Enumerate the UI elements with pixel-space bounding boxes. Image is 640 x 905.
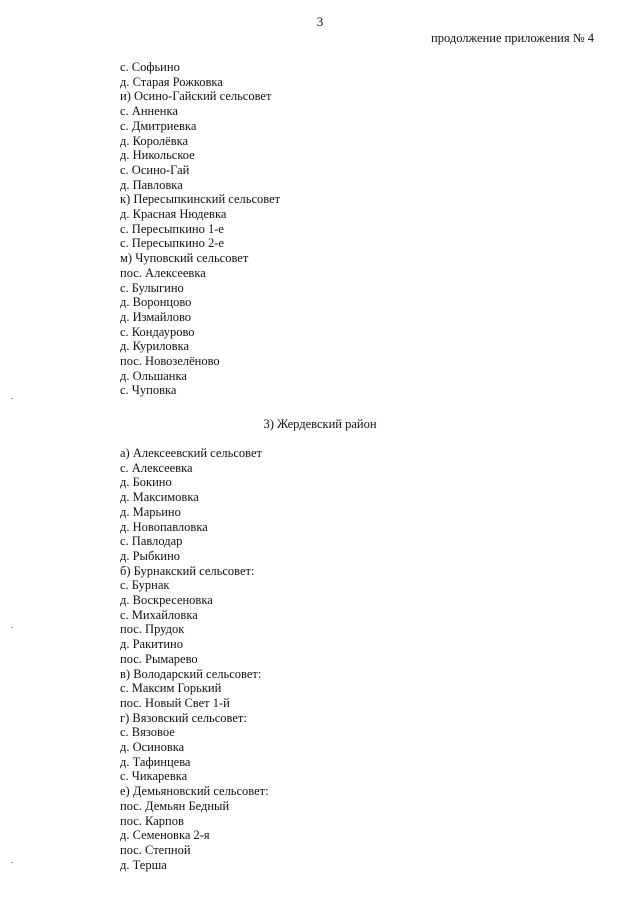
list-item: д. Куриловка [120, 339, 190, 354]
list-item: с. Павлодар [120, 534, 183, 549]
list-item: с. Пересыпкино 2-е [120, 236, 224, 251]
list-item: и) Осино-Гайский сельсовет [120, 89, 272, 104]
list-item: пос. Новый Свет 1-й [120, 695, 230, 710]
list-item: с. Анненка [120, 104, 178, 119]
appendix-continuation-note: продолжение приложения № 4 [431, 31, 594, 45]
list-item: д. Измайлово [120, 309, 192, 324]
list-item: с. Осино-Гай [120, 162, 190, 177]
list-item: в) Володарский сельсовет: [120, 666, 262, 681]
list-item: пос. Новозелёново [120, 354, 220, 369]
list-item: с. Алексеевка [120, 460, 193, 475]
list-item: д. Марьино [120, 504, 181, 519]
list-item: д. Павловка [120, 177, 183, 192]
list-item: г) Вязовский сельсовет: [120, 710, 247, 725]
list-item: б) Бурнакский сельсовет: [120, 563, 255, 578]
list-item: д. Бокино [120, 475, 172, 490]
list-item: с. Максим Горький [120, 681, 222, 696]
list-item: д. Семеновка 2-я [120, 828, 210, 843]
list-item: с. Чуповка [120, 383, 177, 398]
list-item: е) Демьяновский сельсовет: [120, 784, 269, 799]
page-number: 3 [316, 14, 324, 29]
list-item: пос. Демьян Бедный [120, 798, 230, 813]
list-item: д. Красная Нюдевка [120, 207, 227, 222]
list-item: д. Воронцово [120, 295, 192, 310]
list-item: д. Новопавловка [120, 519, 208, 534]
list-item: с. Чикаревка [120, 769, 188, 784]
list-item: с. Булыгино [120, 280, 184, 295]
list-item: д. Рыбкино [120, 548, 181, 563]
scan-margin-mark [11, 862, 13, 863]
scan-margin-mark [11, 627, 13, 628]
district-title: 3) Жердевский район [263, 417, 377, 431]
list-item: с. Дмитриевка [120, 118, 197, 133]
list-item: д. Тафинцева [120, 754, 191, 769]
list-item: с. Вязовое [120, 725, 175, 740]
list-item: пос. Карпов [120, 813, 184, 828]
list-item: с. Пересыпкино 1-е [120, 221, 224, 236]
list-item: а) Алексеевский сельсовет [120, 446, 262, 460]
list-item: пос. Степной [120, 842, 191, 857]
list-item: д. Осиновка [120, 740, 185, 755]
scan-margin-mark [11, 398, 13, 399]
settlement-list-bottom [120, 446, 269, 872]
list-item: пос. Рымарево [120, 651, 198, 666]
list-item: д. Воскресеновка [120, 593, 213, 608]
settlement-list-top [120, 60, 280, 398]
list-item: д. Старая Рожковка [120, 74, 223, 89]
list-item: с. Софьино [120, 60, 180, 74]
list-item: пос. Прудок [120, 622, 185, 637]
list-item: пос. Алексеевка [120, 265, 206, 280]
list-item: с. Бурнак [120, 578, 170, 593]
list-item: д. Ольшанка [120, 368, 187, 383]
list-item: к) Пересыпкинский сельсовет [120, 192, 281, 207]
list-item: д. Терша [120, 857, 167, 872]
list-item: д. Никольское [120, 148, 195, 163]
list-item: д. Максимовка [120, 490, 199, 505]
list-item: с. Михайловка [120, 607, 198, 622]
list-item: с. Кондаурово [120, 324, 195, 339]
list-item: м) Чуповский сельсовет [120, 251, 249, 266]
list-item: д. Королёвка [120, 133, 189, 148]
list-item: д. Ракитино [120, 637, 183, 652]
